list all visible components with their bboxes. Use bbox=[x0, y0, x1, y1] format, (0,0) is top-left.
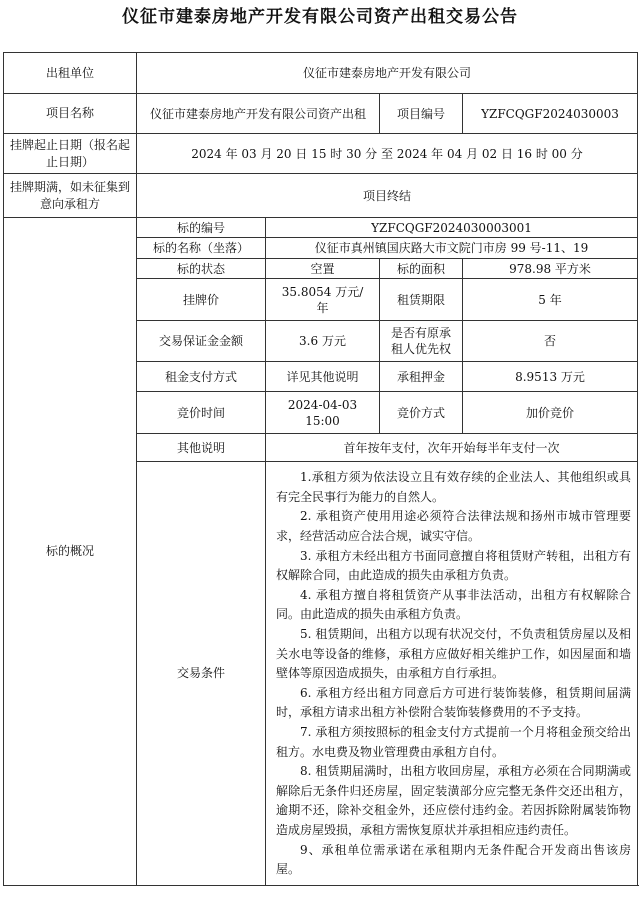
other-value: 首年按年支付，次年开始每半年支付一次 bbox=[266, 434, 638, 462]
conditions-list bbox=[266, 462, 638, 886]
condition-item: 9、承租单位需承诺在承租期内无条件配合开发商出售该房屋。 bbox=[276, 842, 632, 877]
row-target-no bbox=[4, 218, 638, 238]
priority-value: 否 bbox=[463, 321, 638, 362]
listing-dates-label: 挂牌起止日期（报名起止日期） bbox=[4, 134, 137, 174]
project-code-label: 项目编号 bbox=[380, 94, 463, 134]
area-value: 978.98 平方米 bbox=[463, 259, 638, 279]
target-no-label: 标的编号 bbox=[137, 218, 266, 238]
term-value: 5 年 bbox=[463, 279, 638, 321]
lessor-label: 出租单位 bbox=[4, 53, 137, 94]
expiry-label: 挂牌期满，如未征集到意向承租方 bbox=[4, 174, 137, 218]
deposit-value: 3.6 万元 bbox=[266, 321, 380, 362]
row-project bbox=[4, 94, 638, 134]
deposit-label: 交易保证金金额 bbox=[137, 321, 266, 362]
lease-deposit-label: 承租押金 bbox=[380, 362, 463, 392]
payment-value: 详见其他说明 bbox=[266, 362, 380, 392]
target-name-value: 仪征市真州镇国庆路大市文院门市房 99 号-11、19 bbox=[266, 238, 638, 259]
condition-item: 5. 租赁期间，出租方以现有状况交付，不负责租赁房屋以及相关水电等设备的维修，承租方应做好相关维护工作，如因屋面和墙壁体等原因造成损失，由承租方自行承担。 bbox=[276, 627, 632, 681]
target-no-value: YZFCQGF2024030003001 bbox=[266, 218, 638, 238]
priority-label: 是否有原承租人优先权 bbox=[380, 321, 463, 362]
term-label: 租赁期限 bbox=[380, 279, 463, 321]
condition-item: 1.承租方须为依法设立且有效存续的企业法人、其他组织或具有完全民事行为能力的自然人。 bbox=[276, 470, 632, 504]
listing-dates-value: 2024 年 03 月 20 日 15 时 30 分 至 2024 年 04 月 02 日 16 时 00 分 bbox=[137, 134, 638, 174]
condition-item: 4. 承租方擅自将租赁资产从事非法活动，出租方有权解除合同。由此造成的损失由承租方负责。 bbox=[276, 587, 632, 622]
condition-item: 2. 承租资产使用用途必须符合法律法规和扬州市城市管理要求，经营活动应合法合规，诚实守信。 bbox=[276, 509, 632, 544]
price-label: 挂牌价 bbox=[137, 279, 266, 321]
expiry-value: 项目终结 bbox=[137, 174, 638, 218]
condition-item: 8. 租赁期届满时，出租方收回房屋，承租方必须在合同期满或解除后无条件归还房屋，固定装潢部分应完整无条件交还出租方，逾期不还，除补交租金外，还应偿付违约金。若因拆除附属装饰物造成房屋毁损，承租方需恢复原状并承担相应违约责任。 bbox=[276, 764, 632, 837]
announcement-table bbox=[3, 52, 638, 886]
target-name-label: 标的名称（坐落） bbox=[137, 238, 266, 259]
status-label: 标的状态 bbox=[137, 259, 266, 279]
payment-label: 租金支付方式 bbox=[137, 362, 266, 392]
condition-item: 6. 承租方经出租方同意后方可进行装饰装修，租赁期间届满时，承租方请求出租方补偿附合装饰装修费用的不予支持。 bbox=[276, 685, 632, 720]
condition-item: 7. 承租方须按照标的租金支付方式提前一个月将租金预交给出租方。水电费及物业管理费由承租方自付。 bbox=[276, 724, 632, 759]
status-value: 空置 bbox=[266, 259, 380, 279]
lessor-value: 仪征市建泰房地产开发有限公司 bbox=[137, 53, 638, 94]
row-listing-dates bbox=[4, 134, 638, 174]
bid-method-label: 竞价方式 bbox=[380, 392, 463, 434]
project-name-label: 项目名称 bbox=[4, 94, 137, 134]
project-code-value: YZFCQGF2024030003 bbox=[463, 94, 638, 134]
lease-deposit-value: 8.9513 万元 bbox=[463, 362, 638, 392]
row-lessor bbox=[4, 53, 638, 94]
row-expiry bbox=[4, 174, 638, 218]
price-value: 35.8054 万元/年 bbox=[266, 279, 380, 321]
area-label: 标的面积 bbox=[380, 259, 463, 279]
overview-label: 标的概况 bbox=[4, 218, 137, 886]
condition-item: 3. 承租方未经出租方书面同意擅自将租赁财产转租，出租方有权解除合同，由此造成的损失由承租方负责。 bbox=[276, 548, 632, 583]
page-title: 仪征市建泰房地产开发有限公司资产出租交易公告 bbox=[122, 7, 518, 27]
bid-time-value: 2024-04-03 15:00 bbox=[266, 392, 380, 434]
bid-time-label: 竞价时间 bbox=[137, 392, 266, 434]
project-name-value: 仪征市建泰房地产开发有限公司资产出租 bbox=[137, 94, 380, 134]
other-label: 其他说明 bbox=[137, 434, 266, 462]
bid-method-value: 加价竞价 bbox=[463, 392, 638, 434]
conditions-label: 交易条件 bbox=[137, 462, 266, 886]
